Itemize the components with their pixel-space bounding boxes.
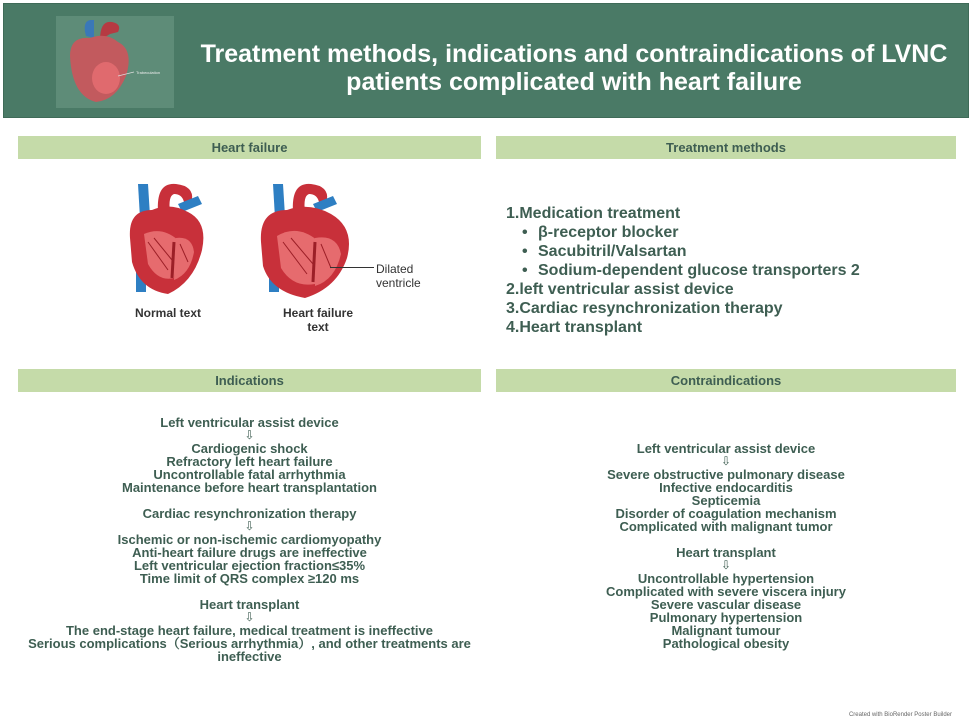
ind-lvad-title: Left ventricular assist device: [160, 415, 339, 430]
down-arrow-icon: ⇩: [244, 519, 255, 533]
method-3: 3.Cardiac resynchronization therapy: [506, 300, 783, 317]
dilated-ventricle-label: Dilated ventricle: [376, 262, 421, 290]
header-banner: [3, 3, 969, 118]
method-2: 2.left ventricular assist device: [506, 281, 734, 298]
section-treatment-methods: Treatment methods: [496, 136, 956, 159]
art-annotation: Trabeculation: [136, 70, 161, 75]
list-item: Ischemic or non-ischemic cardiomyopathy: [117, 532, 382, 547]
heart-illustration-icon: [56, 16, 174, 108]
section-indications: Indications: [18, 369, 481, 392]
indications-content: [18, 416, 481, 663]
ind-crt-title: Cardiac resynchronization therapy: [142, 506, 357, 521]
down-arrow-icon: ⇩: [244, 610, 255, 624]
list-item: Disorder of coagulation mechanism: [615, 506, 837, 521]
list-item: Complicated with severe viscera injury: [606, 584, 846, 599]
list-item: Serious complications（Serious arrhythmia）, and other treatments are: [28, 636, 471, 651]
dilated-ventricle-pointer: [330, 267, 374, 268]
list-item: Pulmonary hypertension: [649, 610, 803, 625]
down-arrow-icon: ⇩: [720, 558, 732, 572]
list-item: Refractory left heart failure: [166, 454, 333, 469]
title-line-2: patients complicated with heart failure: [346, 68, 802, 96]
con-ht-title: Heart transplant: [676, 545, 776, 560]
list-item: Complicated with malignant tumor: [619, 519, 833, 534]
treatment-methods-list: [506, 204, 946, 337]
method-1-item: • β-receptor blocker: [506, 223, 946, 242]
section-heart-failure: Heart failure: [18, 136, 481, 159]
method-4: 4.Heart transplant: [506, 319, 643, 336]
down-arrow-icon: ⇩: [720, 454, 732, 468]
method-1-item: • Sacubitril/Valsartan: [506, 242, 946, 261]
list-item: Infective endocarditis: [659, 480, 793, 495]
list-item: Cardiogenic shock: [191, 441, 308, 456]
list-item: The end-stage heart failure, medical treatment is ineffective: [65, 623, 433, 638]
list-item: Malignant tumour: [671, 623, 781, 638]
con-lvad-title: Left ventricular assist device: [636, 441, 816, 456]
failure-heart-label: Heart failure text: [282, 306, 354, 334]
list-item: Anti-heart failure drugs are ineffective: [132, 545, 367, 560]
title-line-1: Treatment methods, indications and contraindications of LVNC: [200, 40, 948, 68]
section-contraindications: Contraindications: [496, 369, 956, 392]
method-1: 1.Medication treatment: [506, 205, 681, 222]
page-title: [184, 40, 964, 96]
ind-ht-title: Heart transplant: [199, 597, 300, 612]
list-item: Severe vascular disease: [650, 597, 802, 612]
list-item: Time limit of QRS complex ≥120 ms: [139, 571, 360, 586]
list-item: Uncontrollable fatal arrhythmia: [153, 467, 346, 482]
method-1-item: • Sodium-dependent glucose transporters 2: [506, 261, 946, 280]
normal-heart-label: Normal text: [134, 306, 202, 320]
normal-heart-icon: [118, 178, 218, 306]
list-item: ineffective: [217, 649, 282, 664]
list-item: Maintenance before heart transplantation: [122, 480, 377, 495]
list-item: Uncontrollable hypertension: [637, 571, 815, 586]
failure-heart-icon: [253, 178, 361, 306]
list-item: Septicemia: [691, 493, 761, 508]
list-item: Severe obstructive pulmonary disease: [607, 467, 845, 482]
list-item: Left ventricular ejection fraction≤35%: [133, 558, 366, 573]
down-arrow-icon: ⇩: [244, 428, 255, 442]
list-item: Pathological obesity: [662, 636, 790, 651]
contraindications-content: [496, 442, 956, 650]
footer-credit: Created with BioRender Poster Builder: [848, 712, 952, 718]
